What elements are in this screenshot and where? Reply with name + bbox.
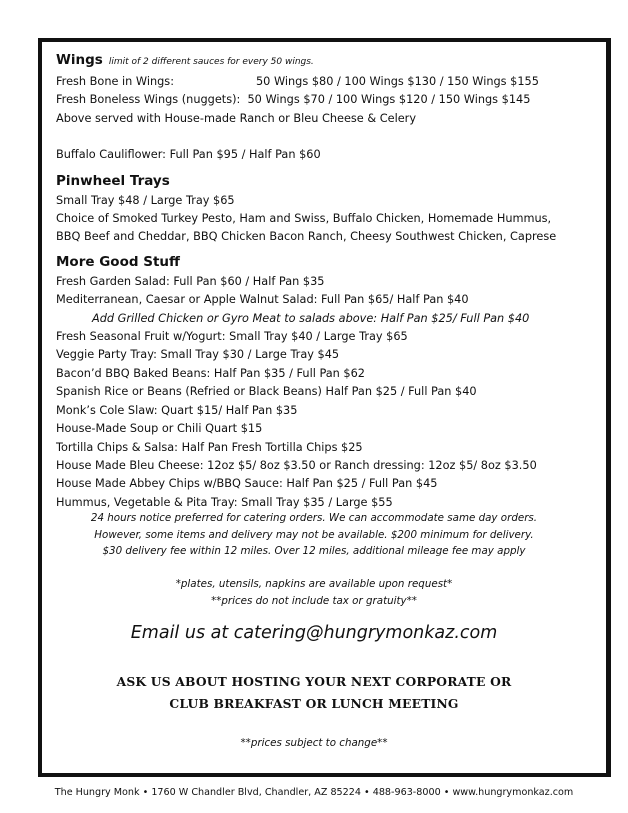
- policy-line: $30 delivery fee within 12 miles. Over 12 miles, additional mileage fee may apply: [102, 545, 526, 557]
- menu-line: Bacon’d BBQ Baked Beans: Half Pan $35 / Full Pan $62: [56, 366, 365, 380]
- ask-line: CLUB BREAKFAST OR LUNCH MEETING: [169, 696, 459, 711]
- pinwheel-line: Small Tray $48 / Large Tray $65: [56, 193, 235, 207]
- menu-line: Mediterranean, Caesar or Apple Walnut Salad: Full Pan $65/ Half Pan $40: [56, 293, 469, 307]
- policy-notes: [0, 510, 628, 560]
- more-heading: More Good Stuff: [56, 253, 180, 270]
- boneless-wings-line: Fresh Boneless Wings (nuggets): 50 Wings $70 / 100 Wings $120 / 150 Wings $145: [56, 93, 531, 107]
- menu-content: [56, 50, 606, 512]
- extras-line: *plates, utensils, napkins are available upon request*: [175, 578, 453, 590]
- extras-notes: [0, 576, 628, 609]
- menu-line: Fresh Garden Salad: Full Pan $60 / Half Pan $35: [56, 274, 325, 288]
- pinwheel-heading: Pinwheel Trays: [56, 172, 170, 189]
- footer-address: The Hungry Monk • 1760 W Chandler Blvd, Chandler, AZ 85224 • 488-963-8000 • www.hungrymonkaz.com: [54, 787, 574, 798]
- menu-line-addon: Add Grilled Chicken or Gyro Meat to salads above: Half Pan $25/ Full Pan $40: [92, 311, 530, 325]
- menu-line: Spanish Rice or Beans (Refried or Black Beans) Half Pan $25 / Full Pan $40: [56, 385, 477, 399]
- menu-line: Fresh Seasonal Fruit w/Yogurt: Small Tray $40 / Large Tray $65: [56, 330, 408, 344]
- menu-line: Hummus, Vegetable & Pita Tray: Small Tray $35 / Large $55: [56, 495, 393, 509]
- menu-line: House Made Abbey Chips w/BBQ Sauce: Half Pan $25 / Full Pan $45: [56, 477, 438, 491]
- extras-line: **prices do not include tax or gratuity**: [211, 594, 417, 607]
- wings-served-line: Above served with House-made Ranch or Bleu Cheese & Celery: [56, 111, 417, 125]
- price-change-note: **prices subject to change**: [240, 737, 388, 749]
- menu-line: Tortilla Chips & Salsa: Half Pan Fresh Tortilla Chips $25: [56, 440, 363, 454]
- menu-line: Monk’s Cole Slaw: Quart $15/ Half Pan $35: [56, 403, 298, 417]
- wings-note: limit of 2 different sauces for every 50 wings.: [108, 57, 314, 67]
- pinwheel-line: BBQ Beef and Cheddar, BBQ Chicken Bacon Ranch, Cheesy Southwest Chicken, Caprese: [56, 230, 557, 244]
- policy-line: 24 hours notice preferred for catering orders. We can accommodate same day orders.: [90, 512, 538, 524]
- menu-line: House Made Bleu Cheese: 12oz $5/ 8oz $3.50 or Ranch dressing: 12oz $5/ 8oz $3.50: [56, 458, 537, 472]
- bone-wings-line: Fresh Bone in Wings: 50 Wings $80 / 100 Wings $130 / 150 Wings $155: [56, 75, 539, 88]
- cauliflower-line: Buffalo Cauliflower: Full Pan $95 / Half Pan $60: [56, 148, 321, 162]
- policy-line: However, some items and delivery may not be available. $200 minimum for delivery.: [94, 528, 534, 541]
- menu-line: House-Made Soup or Chili Quart $15: [56, 422, 263, 436]
- ask-us-banner: [0, 671, 628, 715]
- wings-heading: Wings limit of 2 different sauces for every 50 wings.: [56, 52, 314, 68]
- pinwheel-line: Choice of Smoked Turkey Pesto, Ham and Swiss, Buffalo Chicken, Homemade Hummus,: [56, 212, 552, 226]
- menu-line: Veggie Party Tray: Small Tray $30 / Large Tray $45: [56, 348, 340, 362]
- email-line: Email us at catering@hungrymonkaz.com: [130, 623, 498, 643]
- ask-line: ASK US ABOUT HOSTING YOUR NEXT CORPORATE OR: [116, 674, 512, 689]
